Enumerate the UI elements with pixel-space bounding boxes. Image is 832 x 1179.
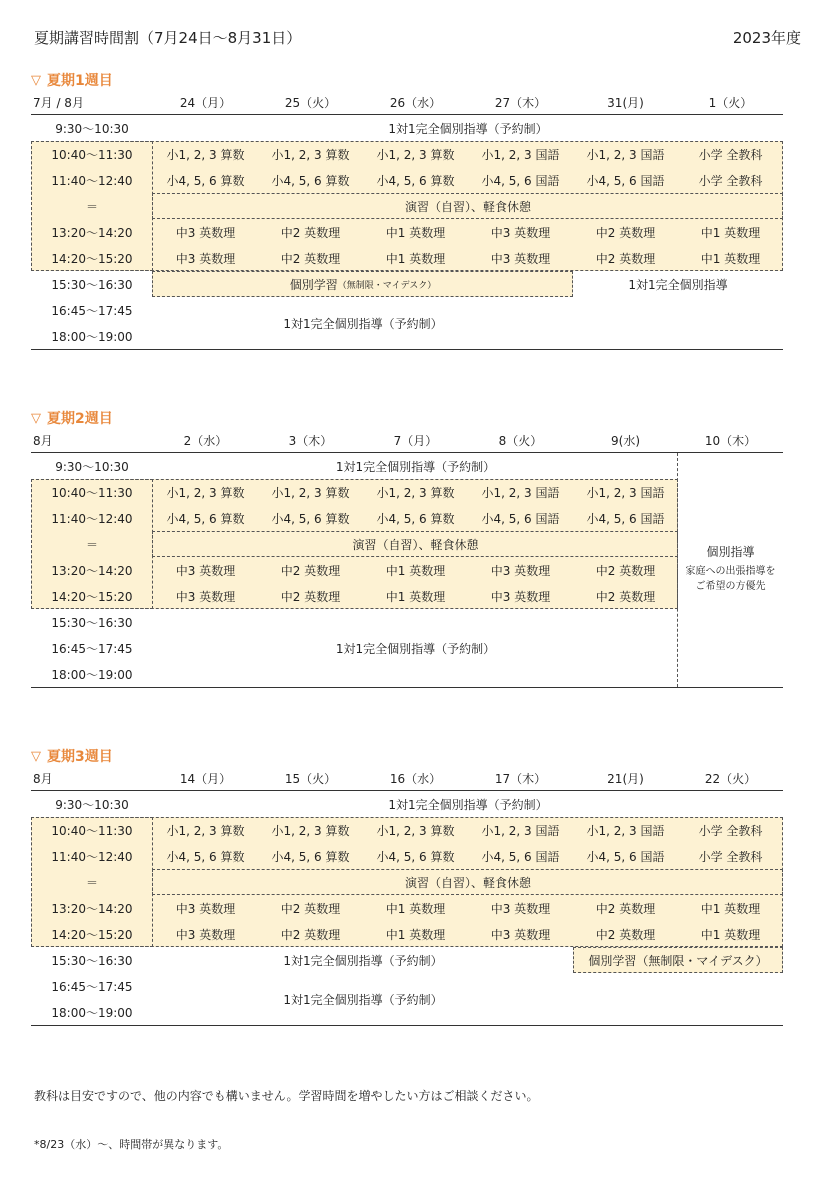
time-slot: 18:00〜19:00 <box>51 329 133 344</box>
lesson-cell: 小4, 5, 6 国語 <box>481 849 560 864</box>
day-header: 21(月) <box>607 772 644 786</box>
lesson-cell: 小1, 2, 3 国語 <box>586 147 665 162</box>
time-slot: 9:30〜10:30 <box>55 797 129 812</box>
lesson-cell: 小学 全教科 <box>698 849 763 864</box>
lesson-cell: 小4, 5, 6 算数 <box>376 511 455 526</box>
time-slot: ＝ <box>85 199 98 214</box>
lesson-cell: 小1, 2, 3 国語 <box>481 147 560 162</box>
day-header: 1（火） <box>708 96 753 110</box>
day-header: 8（火） <box>498 434 543 448</box>
time-slot: 13:20〜14:20 <box>51 225 133 240</box>
lesson-cell: 中1 英数理 <box>700 225 761 240</box>
week3-heading <box>31 746 783 766</box>
week1-grid <box>31 115 783 350</box>
triangle-down-icon: ▽ <box>31 748 41 764</box>
lesson-cell: 中3 英数理 <box>490 589 551 604</box>
lesson-cell: 中2 英数理 <box>595 589 656 604</box>
lesson-cell: 中1 英数理 <box>385 251 446 266</box>
lesson-cell: 中3 英数理 <box>175 589 236 604</box>
lesson-cell: 小1, 2, 3 国語 <box>586 485 665 500</box>
lesson-cell: 中1 英数理 <box>700 901 761 916</box>
lesson-cell: 中3 英数理 <box>175 563 236 578</box>
week2-column-header <box>31 428 783 453</box>
time-slot: 16:45〜17:45 <box>51 641 133 656</box>
lesson-cell: 小1, 2, 3 算数 <box>271 485 350 500</box>
lesson-cell: 小4, 5, 6 算数 <box>376 849 455 864</box>
lesson-cell: 中2 英数理 <box>280 225 341 240</box>
self-study-cell <box>153 271 573 297</box>
week2-section <box>31 408 783 688</box>
time-slot: 15:30〜16:30 <box>51 953 133 968</box>
lesson-cell: 小1, 2, 3 国語 <box>586 823 665 838</box>
lesson-cell: 小4, 5, 6 国語 <box>586 173 665 188</box>
lesson-cell: 中2 英数理 <box>280 563 341 578</box>
lesson-cell: 小1, 2, 3 算数 <box>271 823 350 838</box>
day-header: 31(月) <box>607 96 644 110</box>
time-slot: 10:40〜11:30 <box>51 823 133 838</box>
lesson-cell: 中2 英数理 <box>595 927 656 942</box>
day-header: 25（火） <box>284 96 337 110</box>
day-header: 24（月） <box>179 96 232 110</box>
time-slot: 11:40〜12:40 <box>51 173 133 188</box>
time-slot: 13:20〜14:20 <box>51 901 133 916</box>
break-cell: 演習（自習）、軽食休憩 <box>352 537 479 552</box>
lesson-cell: 中2 英数理 <box>280 927 341 942</box>
lesson-cell: 小4, 5, 6 算数 <box>166 511 245 526</box>
lesson-cell: 小学 全教科 <box>698 173 763 188</box>
day-header: 17（木） <box>494 772 547 786</box>
lesson-cell: 中3 英数理 <box>175 901 236 916</box>
time-slot: 10:40〜11:30 <box>51 485 133 500</box>
week3-grid <box>31 791 783 1026</box>
evening-private-lesson: 1対1完全個別指導（予約制） <box>335 641 496 656</box>
week1-heading <box>31 70 783 90</box>
time-slot: 11:40〜12:40 <box>51 849 133 864</box>
time-slot: 13:20〜14:20 <box>51 563 133 578</box>
time-slot: 16:45〜17:45 <box>51 303 133 318</box>
lesson-cell: 小1, 2, 3 国語 <box>481 485 560 500</box>
lesson-cell: 小4, 5, 6 算数 <box>271 173 350 188</box>
year-label: 2023年度 <box>732 29 801 47</box>
month-label: 8月 <box>33 772 53 786</box>
triangle-down-icon: ▽ <box>31 410 41 426</box>
lesson-cell: 中3 英数理 <box>490 225 551 240</box>
lesson-cell: 小4, 5, 6 国語 <box>481 511 560 526</box>
lesson-cell: 中1 英数理 <box>700 927 761 942</box>
lesson-cell: 中2 英数理 <box>595 225 656 240</box>
day-header: 15（火） <box>284 772 337 786</box>
side-line: ご希望の方優先 <box>695 580 766 592</box>
month-label: 7月 / 8月 <box>33 96 84 110</box>
lesson-cell: 中3 英数理 <box>175 927 236 942</box>
week2-title: 夏期2週目 <box>47 411 113 427</box>
lesson-cell: 小4, 5, 6 算数 <box>376 173 455 188</box>
week2-grid <box>31 453 783 688</box>
week3-section <box>31 746 783 1026</box>
lesson-cell: 中1 英数理 <box>385 589 446 604</box>
lesson-cell: 中2 英数理 <box>595 251 656 266</box>
lesson-cell: 小4, 5, 6 国語 <box>586 849 665 864</box>
lesson-cell: 小1, 2, 3 国語 <box>481 823 560 838</box>
self-study-cell: 個別学習（無制限・マイデスク） <box>588 953 768 968</box>
day-header: 26（水） <box>389 96 442 110</box>
lesson-cell: 小4, 5, 6 算数 <box>271 849 350 864</box>
week1-section <box>31 70 783 350</box>
lesson-cell: 小1, 2, 3 算数 <box>376 823 455 838</box>
lesson-cell: 中1 英数理 <box>385 563 446 578</box>
lesson-cell: 中3 英数理 <box>490 563 551 578</box>
time-slot: 11:40〜12:40 <box>51 511 133 526</box>
day-header: 14（月） <box>179 772 232 786</box>
break-cell: 演習（自習）、軽食休憩 <box>404 875 531 890</box>
time-slot: 14:20〜15:20 <box>51 251 133 266</box>
footer-note: 教科は目安ですので、他の内容でも構いません。学習時間を増やしたい方はご相談ください。 <box>34 1089 539 1103</box>
lesson-cell: 小4, 5, 6 国語 <box>586 511 665 526</box>
week3-title: 夏期3週目 <box>47 749 113 765</box>
triangle-down-icon: ▽ <box>31 72 41 88</box>
lesson-cell: 中1 英数理 <box>385 225 446 240</box>
lesson-cell: 小1, 2, 3 算数 <box>166 147 245 162</box>
lesson-cell: 小1, 2, 3 算数 <box>166 485 245 500</box>
day-header: 22（火） <box>704 772 757 786</box>
lesson-cell: 中3 英数理 <box>175 225 236 240</box>
month-label: 8月 <box>33 434 53 448</box>
lesson-cell: 中2 英数理 <box>595 901 656 916</box>
time-slot: 10:40〜11:30 <box>51 147 133 162</box>
private-lesson-cell: 1対1完全個別指導（予約制） <box>283 953 443 968</box>
self-study-note: （無制限・マイデスク） <box>337 280 437 291</box>
morning-private-lesson: 1対1完全個別指導（予約制） <box>388 121 548 136</box>
day-header: 27（木） <box>494 96 547 110</box>
side-title: 個別指導 <box>706 544 755 559</box>
lesson-cell: 小4, 5, 6 国語 <box>481 173 560 188</box>
time-slot: 16:45〜17:45 <box>51 979 133 994</box>
morning-private-lesson: 1対1完全個別指導（予約制） <box>388 797 548 812</box>
time-slot: ＝ <box>85 537 98 552</box>
individual-guidance-note <box>678 533 783 603</box>
lesson-cell: 中1 英数理 <box>385 927 446 942</box>
lesson-cell: 中2 英数理 <box>280 251 341 266</box>
evening-private-lesson: 1対1完全個別指導（予約制） <box>283 992 443 1007</box>
lesson-cell: 中1 英数理 <box>700 251 761 266</box>
lesson-cell: 小1, 2, 3 算数 <box>166 823 245 838</box>
footer-footnote: *8/23（水）〜、時間帯が異なります。 <box>34 1138 229 1151</box>
day-header: 7（月） <box>393 434 438 448</box>
lesson-cell: 中2 英数理 <box>595 563 656 578</box>
side-line: 家庭への出張指導を <box>685 565 776 577</box>
week1-title: 夏期1週目 <box>47 73 113 89</box>
lesson-cell: 小学 全教科 <box>698 823 763 838</box>
lesson-cell: 中2 英数理 <box>280 901 341 916</box>
day-header: 9(水) <box>611 434 640 448</box>
lesson-cell: 小4, 5, 6 算数 <box>271 511 350 526</box>
week2-heading <box>31 408 783 428</box>
lesson-cell: 小4, 5, 6 算数 <box>166 173 245 188</box>
time-slot: 15:30〜16:30 <box>51 277 133 292</box>
lesson-cell: 中3 英数理 <box>175 251 236 266</box>
time-slot: 9:30〜10:30 <box>55 459 129 474</box>
lesson-cell: 小学 全教科 <box>698 147 763 162</box>
page-title: 夏期講習時間割（7月24日〜8月31日） <box>34 29 302 47</box>
day-header: 3（木） <box>288 434 333 448</box>
time-slot: 14:20〜15:20 <box>51 927 133 942</box>
lesson-cell: 中1 英数理 <box>385 901 446 916</box>
lesson-cell: 小1, 2, 3 算数 <box>271 147 350 162</box>
day-header: 10（木） <box>704 434 757 448</box>
week1-column-header <box>31 90 783 115</box>
evening-private-lesson: 1対1完全個別指導（予約制） <box>283 316 443 331</box>
lesson-cell: 中2 英数理 <box>280 589 341 604</box>
lesson-cell: 中3 英数理 <box>490 927 551 942</box>
time-slot: 15:30〜16:30 <box>51 615 133 630</box>
lesson-cell: 小1, 2, 3 算数 <box>376 147 455 162</box>
time-slot: 14:20〜15:20 <box>51 589 133 604</box>
day-header: 16（水） <box>389 772 442 786</box>
time-slot: 18:00〜19:00 <box>51 667 133 682</box>
morning-private-lesson: 1対1完全個別指導（予約制） <box>335 459 496 474</box>
private-lesson-cell: 1対1完全個別指導 <box>628 277 728 292</box>
self-study-label: 個別学習 <box>289 277 338 292</box>
lesson-cell: 小4, 5, 6 算数 <box>166 849 245 864</box>
break-cell: 演習（自習）、軽食休憩 <box>404 199 531 214</box>
time-slot: ＝ <box>85 875 98 890</box>
week3-column-header <box>31 766 783 791</box>
lesson-cell: 中3 英数理 <box>490 251 551 266</box>
time-slot: 18:00〜19:00 <box>51 1005 133 1020</box>
day-header: 2（水） <box>183 434 228 448</box>
lesson-cell: 中3 英数理 <box>490 901 551 916</box>
lesson-cell: 小1, 2, 3 算数 <box>376 485 455 500</box>
time-slot: 9:30〜10:30 <box>55 121 129 136</box>
